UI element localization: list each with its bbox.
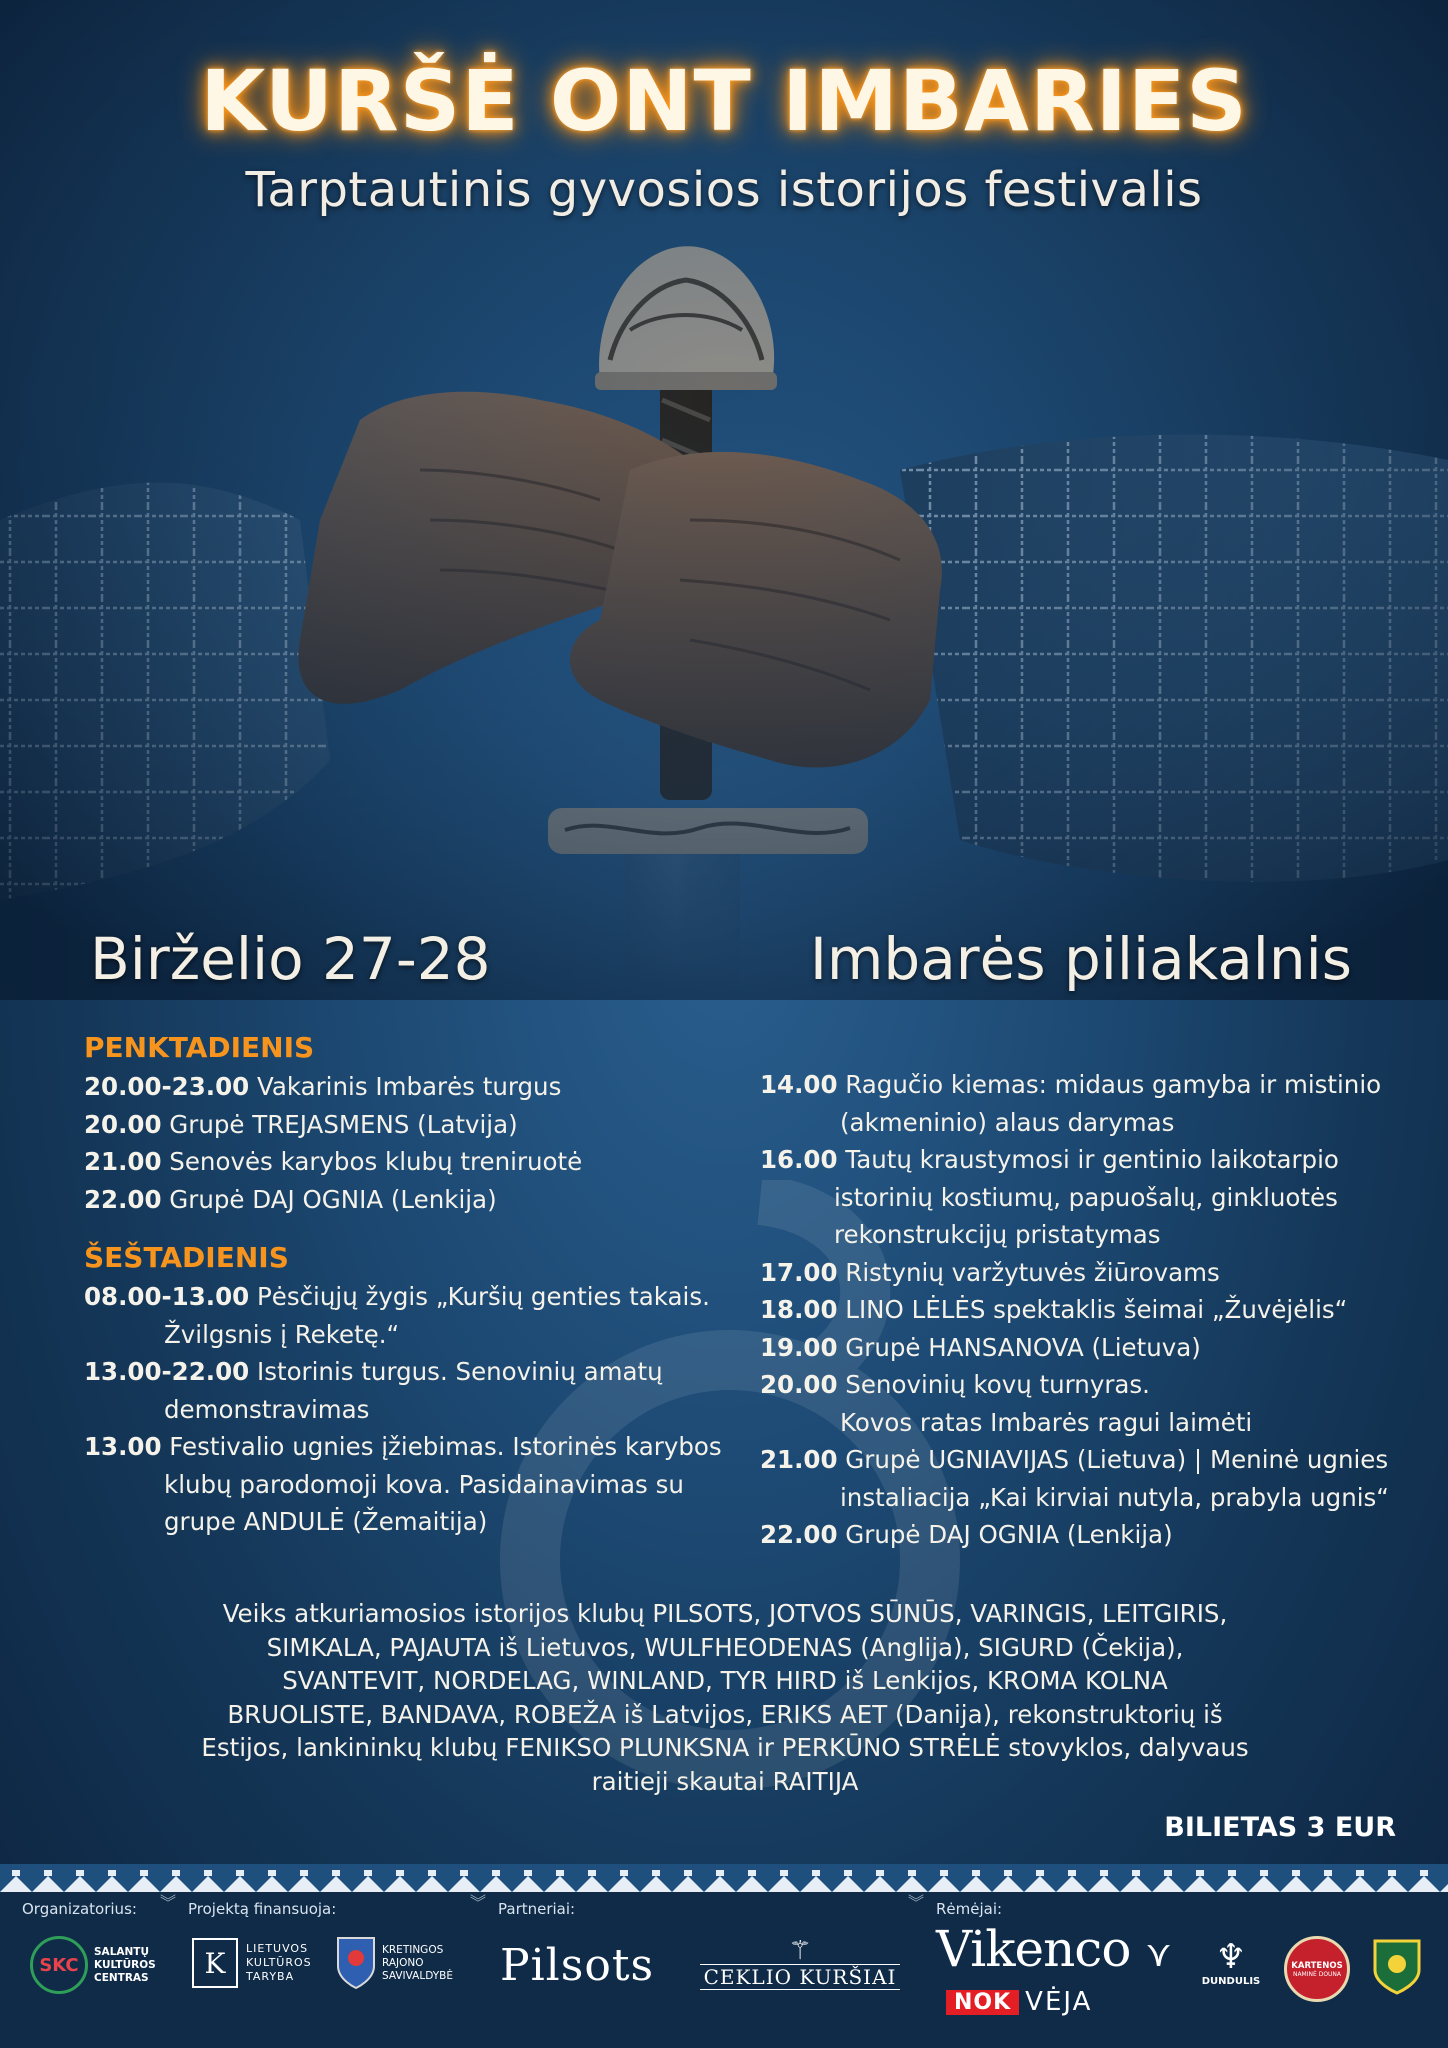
skc-mark: SKC [30,1936,88,1994]
schedule-item [760,1516,1410,1554]
kartenos-subtext: NAMINĖ DOUNA [1292,1970,1342,1978]
festival-subtitle: Tarptautinis gyvosios istorijos festivalis [245,162,1203,218]
event-date: Birželio 27-28 [90,925,491,993]
event-place: Imbarės piliakalnis [809,925,1352,993]
ceklio-symbol-icon: ⚚ [788,1936,812,1966]
schedule-desc-cont: instaliacija „Kai kirviai nutyla, prabyla ugnis“ [840,1482,1390,1512]
schedule-item [760,1254,1410,1292]
ceklio-text: CEKLIO KURŠIAI [700,1964,900,1990]
kretingos-savivaldybe-logo [336,1936,453,1990]
lkt-mark: K [192,1938,238,1988]
shield-emblem-icon [1372,1938,1422,1996]
schedule-item [84,1278,724,1316]
salantu-kulturos-centras-logo [30,1936,156,1994]
schedule-time: 14.00 [760,1070,838,1099]
chevron-down-icon: ︾ [160,1893,177,1912]
schedule-desc-cont: (akmeninio) alaus darymas [840,1107,1175,1137]
schedule-time: 20.00 [760,1370,838,1399]
participants-line: Veiks atkuriamosios istorijos klubų PILSOTS, JOTVOS SŪNŪS, VARINGIS, LEITGIRIS, [222,1599,1228,1628]
hero-sword-image [0,0,1448,1000]
participants-line: Estijos, lankininkų klubų FENIKSO PLUNKSNA ir PERKŪNO STRĖLĖ stovyklos, dalyvaus [201,1733,1249,1762]
schedule-item [760,1066,1410,1104]
participants-line: SIMKALA, PAJAUTA iš Lietuvos, WULFHEODENAS (Anglija), SIGURD (Čekija), [266,1632,1184,1662]
fish-tail-icon: ⋎ [1145,1934,1171,1975]
schedule-time: 20.00 [84,1109,162,1139]
logo-text-line: SALANTŲ [94,1945,149,1958]
ornament-band [0,1864,1448,1892]
schedule-item [760,1291,1410,1329]
participants-line: raitieji skautai RAITIJA [591,1766,859,1796]
ceklio-kursiai-logo [700,1938,900,1990]
schedule-desc: Senovės karybos klubų treniruotė [169,1147,583,1176]
schedule-time: 21.00 [760,1445,838,1474]
schedule-desc: Grupė DAJ OGNIA (Lenkija) [845,1520,1173,1549]
kartenos-text: KARTENOS [1291,1960,1343,1971]
schedule-item [84,1353,724,1391]
lietuvos-kulturos-taryba-logo [192,1938,312,1988]
schedule-time: 22.00 [84,1184,162,1214]
ticket-price: BILIETAS 3 EUR [1164,1812,1396,1843]
dundulis-text: DUNDULIS [1201,1976,1261,1987]
participants-text [140,1597,1310,1798]
dundulis-figure-icon: ♆ [1215,1937,1247,1977]
schedule-item [760,1366,1410,1404]
schedule-desc-cont: istorinių kostiumų, papuošalų, ginkluotės [834,1182,1338,1212]
schedule-desc: LINO LĖLĖS spektaklis šeimai „Žuvėjėlis“ [845,1295,1348,1324]
schedule-desc: Tautų kraustymosi ir gentinio laikotarpio [845,1145,1339,1174]
saturday-heading: ŠEŠTADIENIS [84,1241,289,1274]
schedule-item [760,1329,1410,1367]
dundulis-logo [1196,1938,1266,1987]
schedule-desc: Ragučio kiemas: midaus gamyba ir mistinio [845,1070,1382,1099]
chevron-down-icon: ︾ [908,1893,925,1912]
schedule-desc: Istorinis turgus. Senovinių amatų [256,1357,663,1386]
nok-veja-logo [946,1987,1092,2017]
schedule-item [84,1181,724,1219]
participants-line: SVANTEVIT, NORDELAG, WINLAND, TYR HIRD iš Lenkijos, KROMA KOLNA [282,1666,1168,1695]
schedule-desc-cont: Kovos ratas Imbarės ragui laimėti [840,1407,1253,1437]
schedule-item [84,1068,724,1106]
nok-text: NOK [946,1990,1019,2015]
logo-text-line: KULTŪROS [246,1956,312,1969]
vikenco-logo [936,1920,1171,1978]
schedule-time: 08.00-13.00 [84,1282,250,1311]
schedule-time: 18.00 [760,1295,838,1324]
schedule-item [84,1106,724,1144]
logo-text-line: RAJONO [382,1956,424,1969]
vikenco-text: Vikenco [936,1920,1131,1978]
schedule-time: 13.00 [84,1432,162,1461]
logo-text-line: TARYBA [246,1970,295,1983]
schedule-item [760,1141,1410,1179]
schedule-desc: Grupė TREJASMENS (Latvija) [169,1109,518,1139]
schedule-right [760,1066,1410,1554]
schedule-item [84,1143,724,1181]
schedule-time: 13.00-22.00 [84,1357,250,1386]
kartenos-logo [1284,1936,1350,2002]
schedule-time: 21.00 [84,1147,162,1176]
schedule-desc: Ristynių varžytuvės žiūrovams [845,1257,1220,1287]
sponsor-label: Rėmėjai: [936,1900,1003,1918]
logo-text-line: KULTŪROS [94,1958,156,1971]
schedule-desc: Pėsčiųjų žygis „Kuršių genties takais. [256,1282,710,1311]
schedule-desc-cont: rekonstrukcijų pristatymas [834,1220,1161,1249]
schedule-desc-cont: grupe ANDULĖ (Žemaitija) [164,1507,488,1536]
organizer-label: Organizatorius: [22,1900,137,1918]
logo-text-line: LIETUVOS [246,1942,309,1955]
funder-label: Projektą finansuoja: [188,1900,337,1918]
schedule-desc: Grupė HANSANOVA (Lietuva) [845,1332,1201,1362]
schedule-time: 19.00 [760,1332,838,1362]
participants-line: BRUOLISTE, BANDAVA, ROBEŽA iš Latvijos, ERIKS AET (Danija), rekonstruktorių iš [227,1699,1223,1729]
schedule-left [84,1028,724,1541]
schedule-desc: Grupė DAJ OGNIA (Lenkija) [169,1184,497,1214]
schedule-item [760,1441,1410,1479]
festival-title: KURŠĖ ONT IMBARIES [200,52,1248,150]
logo-text-line: CENTRAS [94,1971,149,1984]
logo-text-line: SAVIVALDYBĖ [382,1969,453,1982]
schedule-desc: Grupė UGNIAVIJAS (Lietuva) | Meninė ugnies [845,1445,1389,1474]
schedule-item [84,1428,724,1466]
logo-text-line: KRETINGOS [382,1943,444,1956]
veja-text: VĖJA [1025,1987,1093,2017]
schedule-time: 22.00 [760,1520,838,1549]
schedule-desc-cont: Žvilgsnis į Reketę.“ [164,1319,400,1349]
chevron-down-icon: ︾ [470,1893,487,1912]
schedule-time: 16.00 [760,1145,838,1174]
schedule-desc-cont: demonstravimas [164,1394,370,1424]
partner-label: Partneriai: [498,1900,576,1918]
coat-of-arms-icon [336,1936,376,1990]
friday-heading: PENKTADIENIS [84,1031,315,1064]
schedule-time: 20.00-23.00 [84,1072,250,1101]
pilsots-logo: Pilsots [500,1940,655,1991]
schedule-desc: Vakarinis Imbarės turgus [256,1072,562,1101]
schedule-desc: Festivalio ugnies įžiebimas. Istorinės karybos [169,1432,722,1461]
schedule-desc: Senovinių kovų turnyras. [845,1370,1150,1399]
schedule-time: 17.00 [760,1257,838,1287]
footer-logos [0,1892,1448,2048]
schedule-desc-cont: klubų parodomoji kova. Pasidainavimas su [164,1469,684,1499]
